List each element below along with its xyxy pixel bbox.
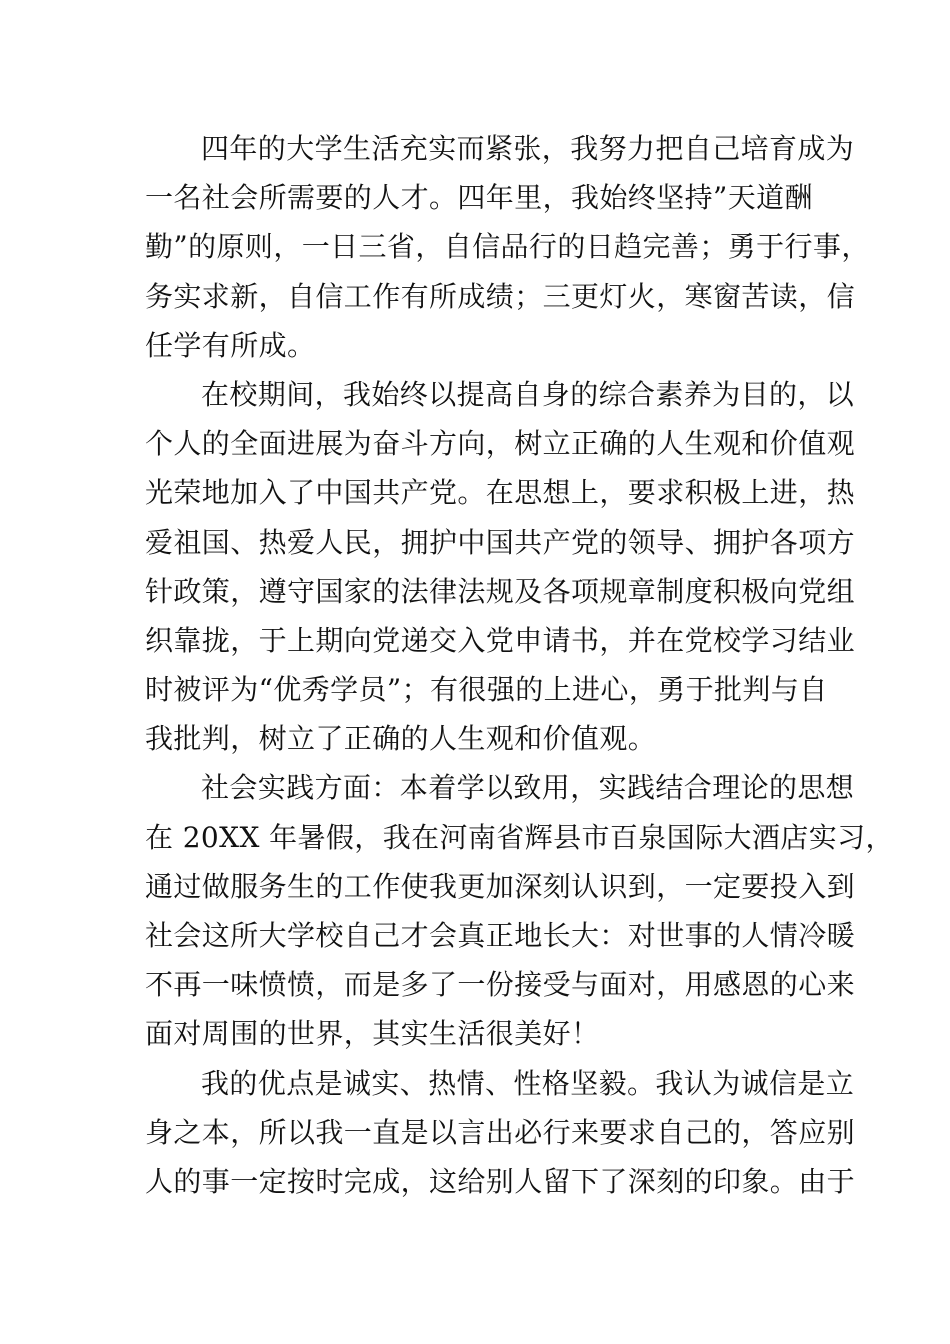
paragraph-line: 社会实践方面：本着学以致用，实践结合理论的思想: [201, 771, 855, 805]
document-body: [145, 124, 894, 1206]
paragraph-line: 时被评为“优秀学员”；有很强的上进心，勇于批判与自: [145, 673, 828, 707]
paragraph-line: 人的事一定按时完成，这给别人留下了深刻的印象。由于: [145, 1164, 856, 1198]
paragraph-line: 务实求新，自信工作有所成绩；三更灯火，寒窗苦读，信: [145, 279, 856, 313]
paragraph-line: 在 20XX 年暑假，我在河南省辉县市百泉国际大酒店实习，: [145, 820, 894, 854]
paragraph-line: 我批判，树立了正确的人生观和价值观。: [145, 722, 657, 756]
paragraph-line: 针政策，遵守国家的法律法规及各项规章制度积极向党组: [145, 574, 856, 608]
paragraph-4: [145, 1059, 856, 1207]
paragraph-line: 面对周围的世界，其实生活很美好！: [145, 1017, 600, 1051]
paragraph-line: 爱祖国、热爱人民，拥护中国共产党的领导、拥护各项方: [145, 525, 856, 559]
paragraph-line: 在校期间，我始终以提高自身的综合素养为目的，以: [201, 377, 855, 411]
paragraph-line: 身之本，所以我一直是以言出必行来要求自己的，答应别: [145, 1115, 856, 1149]
paragraph-3: [145, 763, 894, 1058]
paragraph-line: 一名社会所需要的人才。四年里，我始终坚持”天道酬: [145, 181, 813, 215]
paragraph-line: 通过做服务生的工作使我更加深刻认识到，一定要投入到: [145, 869, 856, 903]
paragraph-line: 织靠拢，于上期向党递交入党申请书，并在党校学习结业: [145, 623, 856, 657]
paragraph-line: 我的优点是诚实、热情、性格坚毅。我认为诚信是立: [201, 1066, 855, 1100]
paragraph-line: 社会这所大学校自己才会真正地长大：对世事的人情冷暖: [145, 919, 856, 952]
paragraph-line: 任学有所成。: [145, 328, 316, 362]
paragraph-line: 不再一味愤愤，而是多了一份接受与面对，用感恩的心来: [145, 968, 856, 1002]
paragraph-line: 四年的大学生活充实而紧张，我努力把自己培育成为: [201, 132, 855, 165]
paragraph-line: 勤”的原则，一日三省，自信品行的日趋完善；勇于行事，: [145, 230, 870, 264]
paragraph-line: 光荣地加入了中国共产党。在思想上，要求积极上进，热: [145, 476, 856, 510]
paragraph-2: [145, 370, 856, 764]
paragraph-line: 个人的全面进展为奋斗方向，树立正确的人生观和价值观: [145, 427, 856, 461]
paragraph-1: [145, 124, 870, 370]
